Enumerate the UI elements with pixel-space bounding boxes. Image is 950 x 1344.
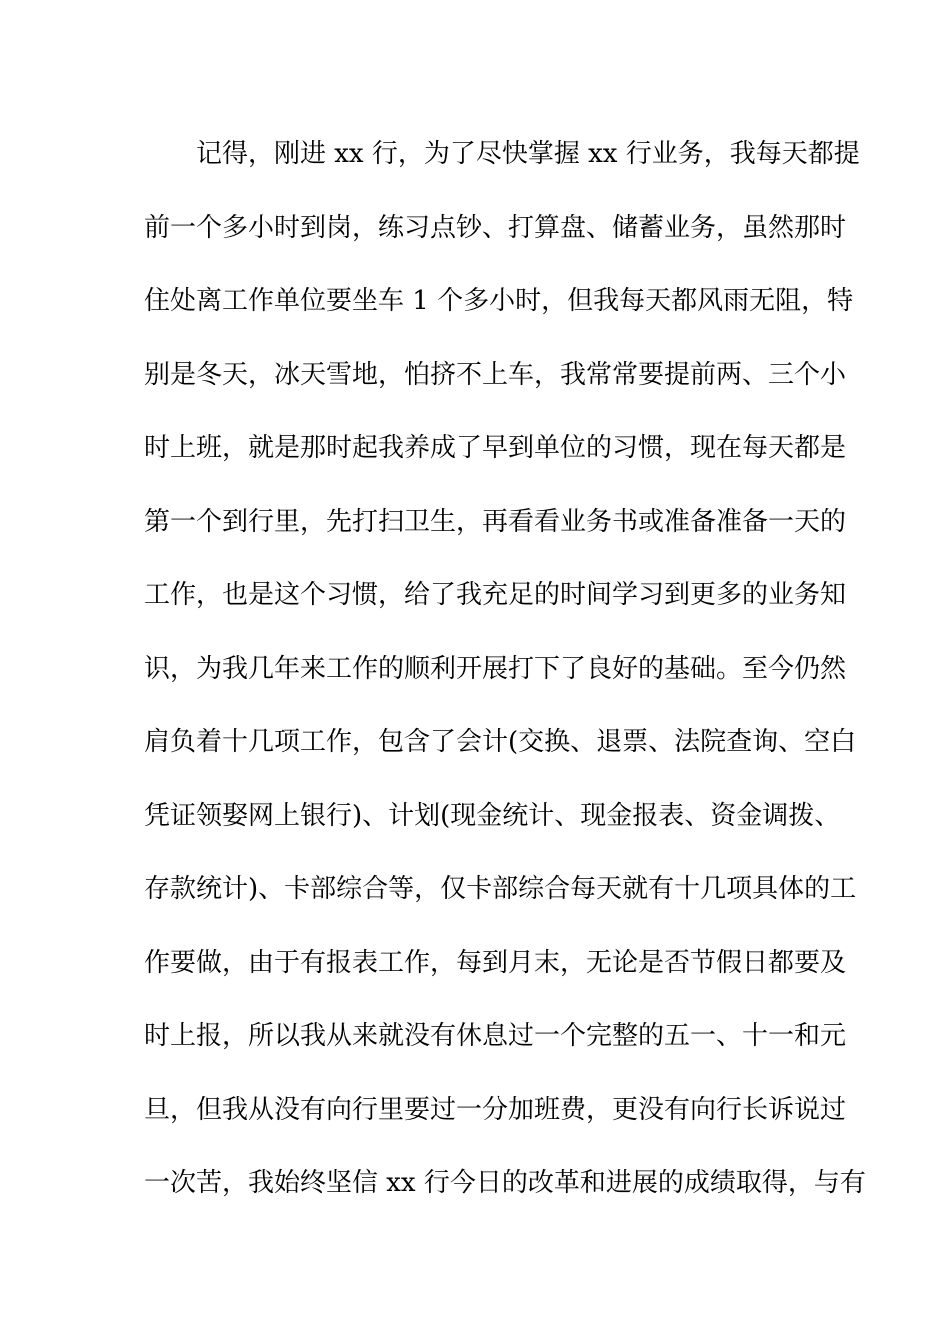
text-line: 一次苦，我始终坚信 xx 行今日的改革和进展的成绩取得，与有 [144,1168,866,1198]
text-line: 前一个多小时到岗，练习点钞、打算盘、储蓄业务，虽然那时 [144,212,847,243]
text-line: 旦，但我从没有向行里要过一分加班费，更没有向行长诉说过 [144,1094,847,1125]
text-line: 肩负着十几项工作，包含了会计(交换、退票、法院查询、空白 [144,727,857,757]
text-line: 别是冬天，冰天雪地，怕挤不上车，我常常要提前两、三个小 [144,359,847,390]
text-line: 时上班，就是那时起我养成了早到单位的习惯，现在每天都是 [144,433,847,463]
text-line: 作要做，由于有报表工作，每到月末，无论是否节假日都要及 [144,947,847,978]
text-line: 凭证领娶网上银行)、计划(现金统计、现金报表、资金调拨、 [144,800,841,831]
text-line: 识，为我几年来工作的顺利开展打下了良好的基础。至今仍然 [144,653,847,684]
paragraph [144,128,866,1231]
text-line: 时上报，所以我从来就没有休息过一个完整的五一、十一和元 [144,1021,847,1051]
text-line: 记得，刚进 xx 行，为了尽快掌握 xx 行业务，我每天都提 [196,139,860,169]
text-line: 住处离工作单位要坐车 1 个多小时，但我每天都风雨无阻，特 [144,286,854,316]
text-line: 工作，也是这个习惯，给了我充足的时间学习到更多的业务知 [144,580,847,610]
text-line: 存款统计)、卡部综合等，仅卡部综合每天就有十几项具体的工 [144,874,857,904]
text-line: 第一个到行里，先打扫卫生，再看看业务书或准备准备一天的 [144,506,847,537]
